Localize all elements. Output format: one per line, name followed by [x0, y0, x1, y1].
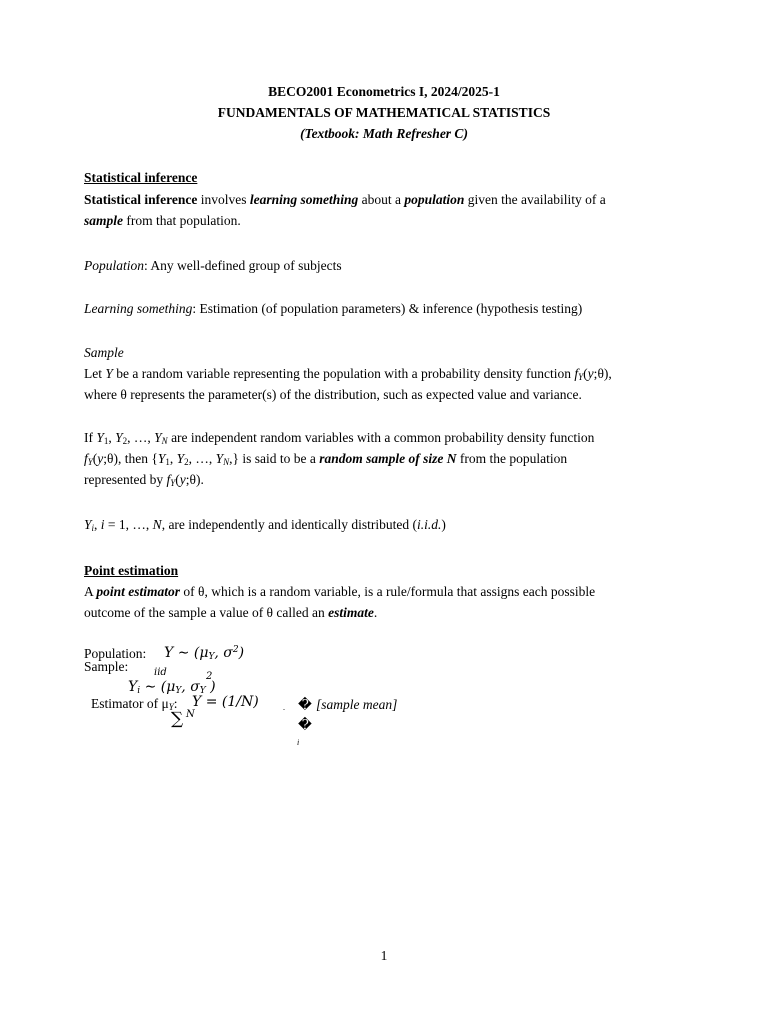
- var: Y: [215, 451, 224, 466]
- population-label: Population:: [84, 646, 147, 661]
- text: ), then {: [113, 451, 158, 466]
- replacement-glyph: �: [298, 697, 312, 712]
- replacement-glyph-2: �: [298, 717, 312, 732]
- estimator-formula: Y = (1/N): [192, 694, 259, 710]
- formula-sub: i: [137, 686, 141, 696]
- var: N: [152, 517, 162, 532]
- paragraph-iid: [84, 514, 683, 535]
- term: sample: [84, 213, 123, 228]
- course-title: BECO2001 Econometrics I, 2024/2025-1: [268, 84, 500, 99]
- document-title: FUNDAMENTALS OF MATHEMATICAL STATISTICS: [217, 105, 551, 120]
- var: y: [97, 451, 104, 466]
- term: Statistical inference: [84, 192, 198, 207]
- text: be a random variable representing the population with a probability density function: [112, 366, 575, 381]
- term: point estimator: [96, 584, 181, 599]
- var: Y: [578, 372, 584, 382]
- text: involves: [197, 192, 250, 207]
- text: If: [84, 430, 97, 445]
- term: Learning something: [84, 301, 193, 316]
- var: Y: [105, 366, 113, 381]
- text: where θ represents the parameter(s) of the distribution, such as expected value and variance.: [84, 387, 582, 402]
- var: Y: [84, 517, 92, 532]
- text: } is said to be a: [232, 451, 320, 466]
- text: :: [173, 696, 178, 711]
- definition: : Any well-defined group of subjects: [144, 258, 342, 273]
- formula-part: Y: [128, 679, 138, 695]
- text: ): [441, 517, 446, 532]
- text: = 1, …,: [104, 517, 153, 532]
- var: Y: [96, 430, 104, 445]
- text: represented by: [84, 472, 167, 487]
- formula-part: ∼ (μ: [140, 679, 176, 695]
- estimator-label: [91, 696, 178, 712]
- sample-mean-label: [sample mean]: [316, 697, 398, 712]
- var: θ: [107, 451, 114, 466]
- dot-artifact: .: [283, 703, 285, 712]
- var: Y: [176, 451, 185, 466]
- formula-part: , σ: [181, 679, 200, 695]
- text: from the population: [456, 451, 568, 466]
- text: A: [84, 584, 97, 599]
- var: θ: [189, 472, 196, 487]
- text: , are independently and identically distributed (: [161, 517, 417, 532]
- term: learning something: [249, 192, 359, 207]
- paragraph-sample-definition: Let Y be a random variable representing the population with a probability density function $f_Y(y;\theta)$, where θ represents the parameter(s) of the distribution, such as expected value and variance.: [84, 366, 612, 402]
- text: are independent random variables with a common probability density function: [167, 430, 595, 445]
- var: Y: [115, 430, 123, 445]
- var: f: [574, 366, 579, 381]
- formula-sub: Y: [208, 652, 215, 662]
- text: outcome of the sample a value of θ called an: [84, 605, 329, 620]
- formula-part: , σ: [214, 645, 233, 661]
- var: i: [91, 523, 95, 533]
- summation-index: i: [297, 738, 300, 747]
- section-point-estimation: [84, 560, 683, 581]
- formula-sub: Y: [199, 686, 206, 696]
- var: Y: [87, 457, 93, 467]
- paragraph-learning-something: [84, 298, 683, 319]
- var: y: [587, 366, 594, 381]
- population-formula: [164, 645, 244, 661]
- document-header: [0, 81, 768, 144]
- var: f: [166, 472, 171, 487]
- formula-part: Y ∼ (μ: [164, 645, 209, 661]
- paragraph-statistical-inference: [84, 189, 683, 231]
- term: random sample of size N: [319, 451, 457, 466]
- formula-sub: Y: [175, 686, 182, 696]
- iid-overscript: iid: [154, 667, 167, 678]
- text: Estimator of μ: [91, 696, 169, 711]
- section-heading: Point estimation: [84, 563, 179, 578]
- summation-upper-limit: N: [186, 709, 195, 720]
- term: estimate: [328, 605, 374, 620]
- formula-part: ): [205, 679, 216, 695]
- text: about a: [358, 192, 405, 207]
- var: θ: [597, 366, 604, 381]
- paragraph-random-sample: If $Y_1$, $Y_2$, …, $Y_N$ are independent random variables with a common probability density function $f_Y(y;\theta)$, then {$Y_1$, $Y_2$, …, $Y_N$,} is said to be a random sample of size N from the population represented by $f_Y(y;\theta)$.: [84, 430, 595, 488]
- formula-sup: 2: [232, 645, 239, 655]
- paragraph-point-estimator: [84, 581, 683, 623]
- var: i: [100, 517, 105, 532]
- textbook-reference: (Textbook: Math Refresher C): [300, 126, 468, 141]
- text: Let: [84, 366, 106, 381]
- sample-formula: [128, 679, 216, 695]
- var: Y: [157, 451, 166, 466]
- subsection-heading: Sample: [84, 345, 124, 360]
- sample-label: Sample:: [84, 659, 129, 674]
- var: Y: [154, 430, 162, 445]
- var: N: [223, 457, 230, 467]
- var: y: [179, 472, 186, 487]
- text: from that population.: [123, 213, 241, 228]
- paragraph-population: [84, 255, 683, 276]
- term: Population: [84, 258, 144, 273]
- page-number: 1: [380, 948, 388, 963]
- section-heading: Statistical inference: [84, 170, 198, 185]
- sigma-superscript: 2: [206, 671, 213, 682]
- var: f: [84, 451, 88, 466]
- var: Y: [168, 702, 174, 712]
- subsection-sample: [84, 342, 683, 363]
- text: given the availability of a: [464, 192, 606, 207]
- summation-symbol: ∑: [171, 709, 184, 729]
- section-statistical-inference: [84, 167, 683, 188]
- text: ,: [94, 517, 101, 532]
- term: i.i.d.: [416, 517, 442, 532]
- definition: : Estimation (of population parameters) & inference (hypothesis testing): [192, 301, 583, 316]
- formula-part: ): [238, 645, 245, 661]
- var: Y: [170, 478, 176, 488]
- text: of θ, which is a random variable, is a rule/formula that assigns each possible: [180, 584, 596, 599]
- term: population: [404, 192, 465, 207]
- var: N: [161, 436, 168, 446]
- text: .: [373, 605, 378, 620]
